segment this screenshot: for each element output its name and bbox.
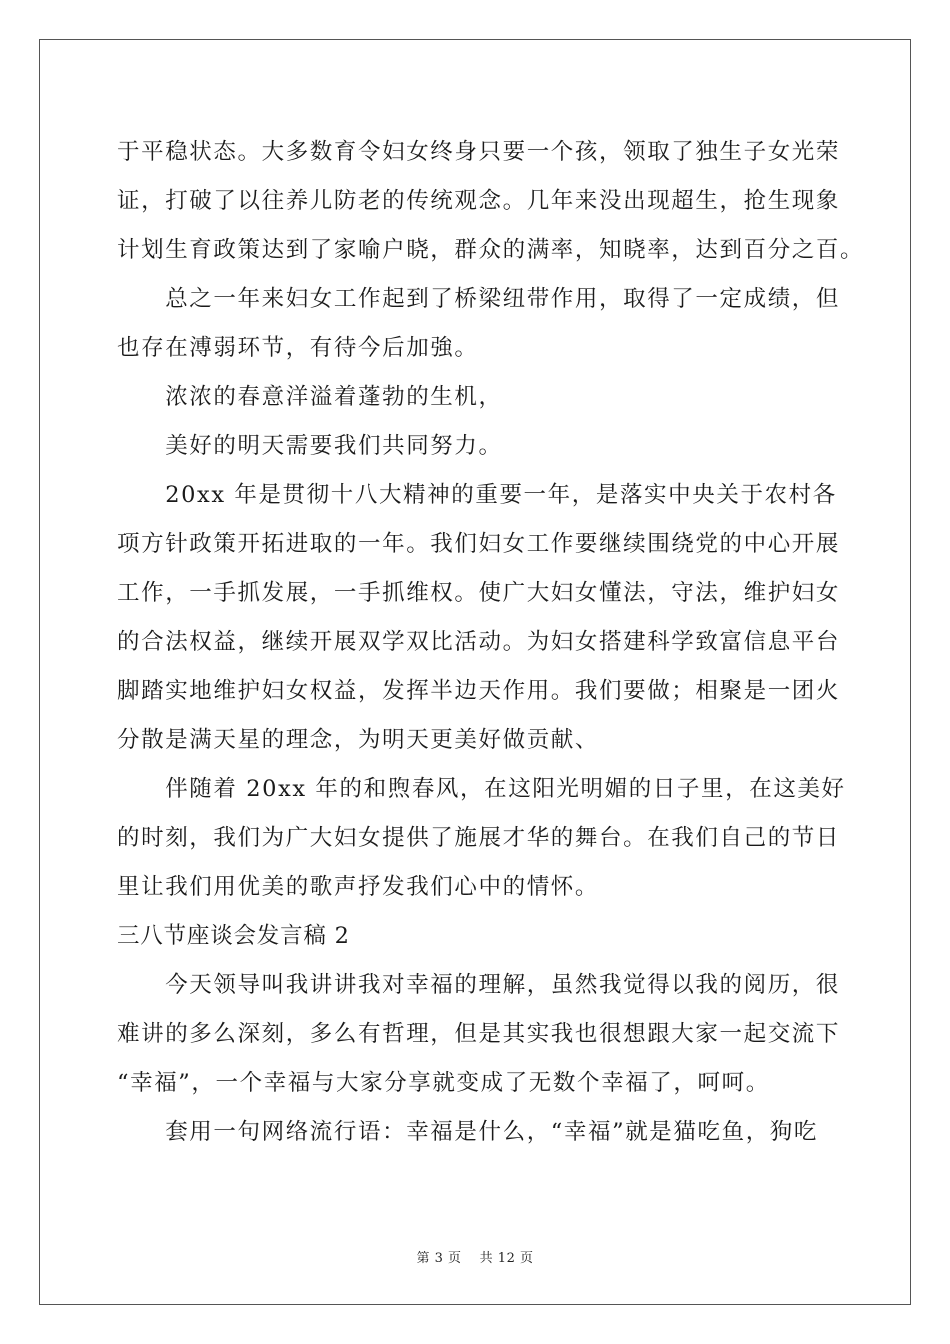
text-line: 项方针政策开拓进取的一年。我们妇女工作要继续围绕党的中心开展 (117, 531, 841, 557)
text-line: 浓浓的春意洋溢着蓬勃的生机， (117, 384, 503, 410)
text-line: 也存在溥弱环节，有待今后加強。 (117, 335, 479, 361)
text-line: 于平稳状态。大多数育令妇女终身只要一个孩，领取了独生子女光荣 (117, 139, 841, 165)
text-line: 脚踏实地维护妇女权益，发挥半边天作用。我们要做；相聚是一团火 (117, 678, 841, 704)
text-line: 证，打破了以往养儿防老的传统观念。几年来没出现超生，抢生现象 (117, 188, 841, 214)
text-line: 工作，一手抓发展，一手抓维权。使广大妇女懂法，守法，维护妇女 (117, 580, 841, 606)
text-line: 20xx 年是贯彻十八大精神的重要一年，是落实中央关于农村各 (117, 482, 837, 508)
text-line: 的合法权益，继续开展双学双比活动。为妇女搭建科学致富信息平台 (117, 629, 841, 655)
text-line: 今天领导叫我讲讲我对幸福的理解，虽然我觉得以我的阅历，很 (117, 972, 841, 998)
section-heading: 三八节座谈会发言稿 2 (117, 923, 350, 949)
text-line: 套用一句网络流行语：幸福是什么，“幸福”就是猫吃鱼，狗吃 (117, 1119, 819, 1145)
text-line: 里让我们用优美的歌声抒发我们心中的情怀。 (117, 874, 600, 900)
document-body (117, 128, 865, 1157)
text-line: 总之一年来妇女工作起到了桥梁纽带作用，取得了一定成绩，但 (117, 286, 841, 312)
page-number-footer: 第 3 页 共 12 页 (416, 1251, 534, 1266)
text-line: 的时刻，我们为广大妇女提供了施展才华的舞台。在我们自己的节日 (117, 825, 841, 851)
text-line: 伴随着 20xx 年的和煦春风，在这阳光明媚的日子里，在这美好 (117, 776, 846, 802)
text-line: 计划生育政策达到了家喻户晓，群众的满率，知晓率，达到百分之百。 (117, 237, 865, 263)
text-line: 难讲的多么深刻，多么有哲理，但是其实我也很想跟大家一起交流下 (117, 1021, 841, 1047)
text-line: 分散是满天星的理念，为明天更美好做贡献、 (117, 727, 600, 753)
text-line: “幸福”，一个幸福与大家分享就变成了无数个幸福了，呵呵。 (117, 1070, 770, 1096)
text-line: 美好的明天需要我们共同努力。 (117, 433, 503, 459)
